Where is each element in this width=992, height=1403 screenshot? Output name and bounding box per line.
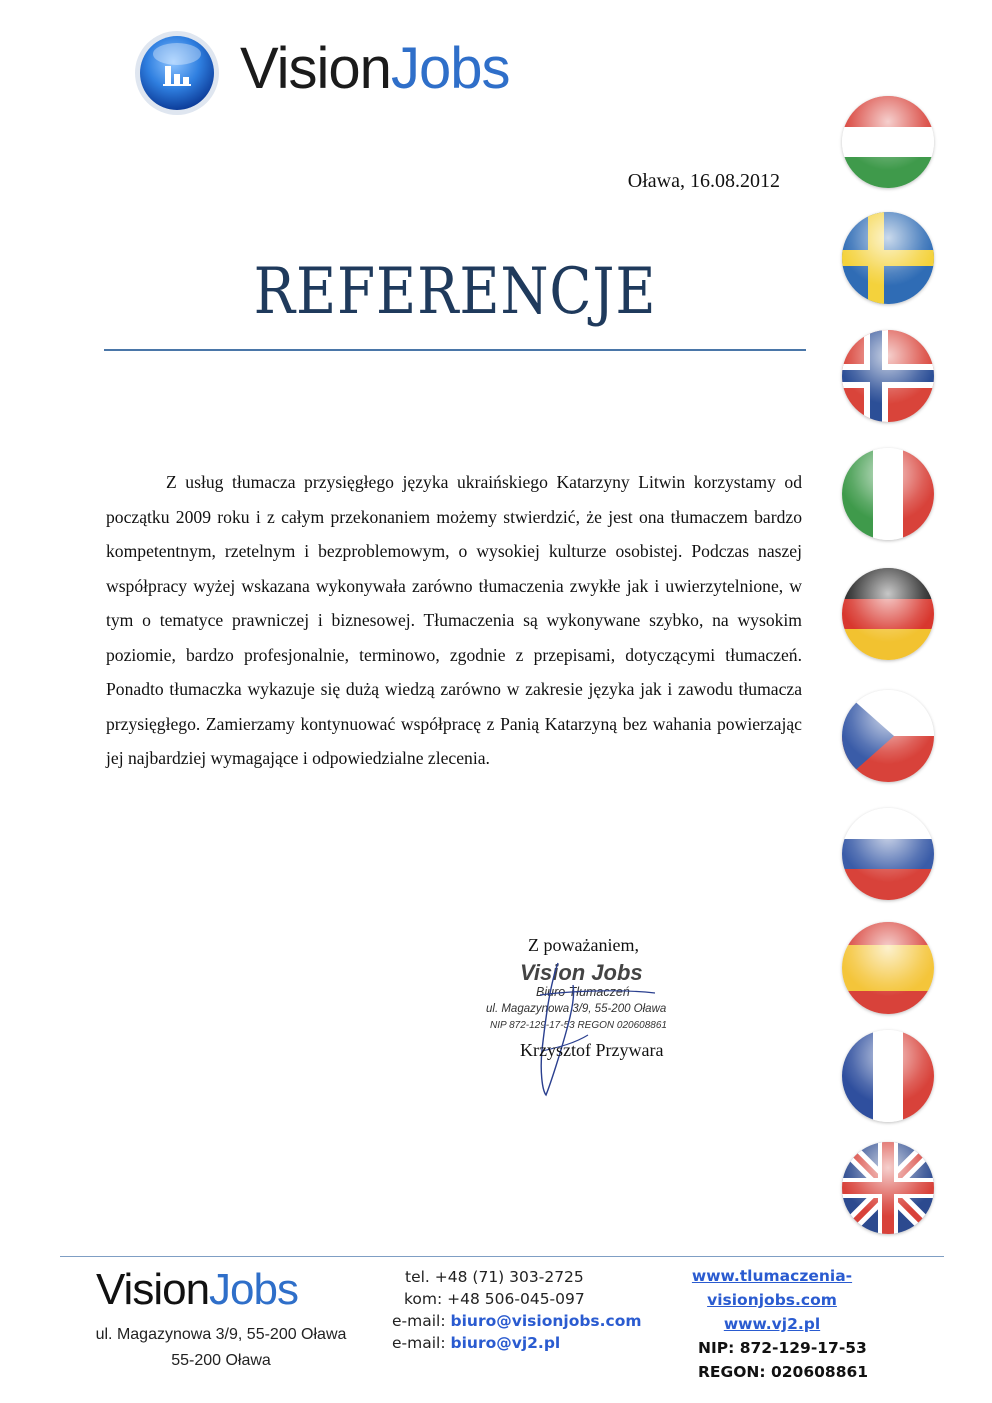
stamp-line: ul. Magazynowa 3/9, 55-200 Oława	[486, 1003, 667, 1015]
email-label: e-mail:	[392, 1312, 446, 1330]
email-row	[392, 1310, 642, 1332]
website-link[interactable]: www.vj2.pl	[723, 1315, 821, 1333]
hungary-flag-icon	[842, 96, 934, 188]
stamp-line: Biuro Tłumaczeń	[536, 985, 630, 999]
email-link[interactable]: biuro@visionjobs.com	[450, 1312, 642, 1330]
logo-jobs-text: Jobs	[390, 36, 510, 101]
france-flag-icon	[842, 1030, 934, 1122]
russia-flag-icon	[842, 808, 934, 900]
germany-flag-icon	[842, 568, 934, 660]
footer-logo-vision: Vision	[96, 1265, 210, 1314]
email-label: e-mail:	[392, 1334, 446, 1352]
document-title: REFERENCJE	[253, 255, 657, 329]
italy-flag-icon	[842, 448, 934, 540]
stamp-line: NIP 872-129-17-53 REGON 020608861	[490, 1020, 667, 1031]
nip-number: NIP: 872-129-17-53	[698, 1339, 867, 1357]
email-link[interactable]: biuro@vj2.pl	[450, 1334, 561, 1352]
sweden-flag-icon	[842, 212, 934, 304]
signer-name: Krzysztof Przywara	[520, 1040, 664, 1060]
mobile-line: kom: +48 506-045-097	[404, 1290, 585, 1308]
address-line: 55-200 Oława	[171, 1352, 271, 1369]
footer-divider	[60, 1256, 944, 1257]
bar-chart-orb-icon	[134, 30, 220, 116]
footer-logo-wordmark	[96, 1262, 298, 1318]
header-logo-wordmark	[240, 34, 509, 104]
uk-flag-icon	[842, 1142, 934, 1234]
website-link[interactable]: www.tlumaczenia-visionjobs.com	[691, 1267, 853, 1309]
footer-contact	[392, 1266, 642, 1354]
regon-number: REGON: 020608861	[698, 1363, 869, 1381]
spain-flag-icon	[842, 922, 934, 1014]
czech-flag-icon	[842, 690, 934, 782]
footer-logo-jobs: Jobs	[209, 1265, 298, 1314]
letter-date: Oława, 16.08.2012	[627, 170, 780, 192]
closing-greeting: Z poważaniem,	[528, 935, 639, 955]
handwritten-signature	[480, 955, 700, 1105]
footer-address	[76, 1322, 366, 1374]
norway-flag-icon	[842, 330, 934, 422]
letter-body: Z usług tłumacza przysięgłego języka ukraińskiego Katarzyny Litwin korzystamy od początku 2009 roku i z całym przekonaniem możemy stwierdzić, że jest ona tłumaczem bardzo kompetentnym, rzetelnym i bezproblemowym, o wysokiej kulturze osobistej. Podczas naszej współpracy wyżej wskazana wykonywała zarówno tłumaczenia zwykłe jak i uwierzytelnione, w tym o tematyce prawniczej i biznesowej. Tłumaczenia są wykonywane szybko, na wysokim poziomie, bardzo profesjonalnie, terminowo, zgodnie z przepisami, dotyczącymi tłumaczeń. Ponadto tłumaczka wykazuje się dużą wiedzą zarówno w zakresie języka jak i zawodu tłumacza przysięgłego. Zamierzamy kontynuować współpracę z Panią Katarzyną bez wahania powierzając jej najbardziej wymagające i odpowiedzialne zlecenia.	[106, 472, 802, 768]
title-divider	[104, 349, 806, 351]
email-row	[392, 1332, 642, 1354]
stamp-name: Vision Jobs	[520, 960, 643, 985]
phone-line: tel. +48 (71) 303-2725	[405, 1268, 584, 1286]
address-line: ul. Magazynowa 3/9, 55-200 Oława	[95, 1326, 347, 1343]
logo-vision-text: Vision	[240, 36, 391, 101]
footer-web	[636, 1264, 908, 1384]
